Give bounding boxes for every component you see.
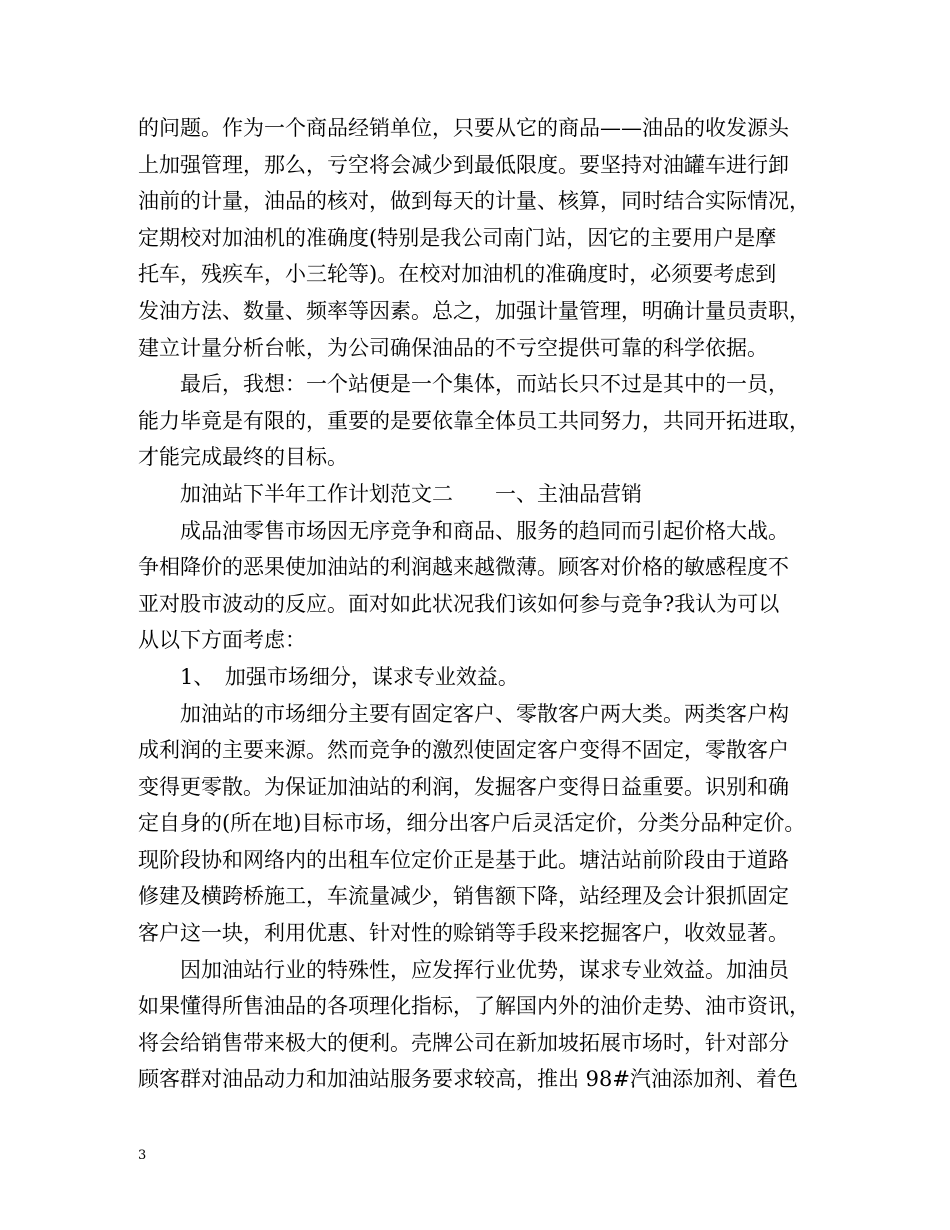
text-line: 修建及横跨桥施工，车流量减少，销售额下降，站经理及会计狠抓固定 [138,884,789,909]
text-line: 亚对股市波动的反应。面对如此状况我们该如何参与竞争?我认为可以 [138,591,780,616]
text-line: 发油方法、数量、频率等因素。总之，加强计量管理，明确计量员责职， [138,298,810,323]
text-line: 成品油零售市场因无序竞争和商品、服务的趋同而引起价格大战。 [180,518,789,543]
text-line: 最后，我想：一个站便是一个集体，而站长只不过是其中的一员， [180,372,789,397]
text-line: 定期校对加油机的准确度(特别是我公司南门站，因它的主要用户是摩 [138,225,777,250]
text-line: 定自身的(所在地)目标市场，细分出客户后灵活定价，分类分品种定价。 [138,811,806,836]
text-line: 从以下方面考虑： [138,628,306,653]
text-line: 上加强管理，那么，亏空将会减少到最低限度。要坚持对油罐车进行卸 [138,152,789,177]
text-line: 现阶段协和网络内的出租车位定价正是基于此。塘沽站前阶段由于道路 [138,847,789,872]
text-line: 将会给销售带来极大的便利。壳牌公司在新加坡拓展市场时，针对部分 [138,1030,789,1055]
text-line: 能力毕竟是有限的，重要的是要依靠全体员工共同努力，共同开拓进取， [138,408,810,433]
page-number: 3 [138,1148,147,1163]
text-line: 争相降价的恶果使加油站的利润越来越微薄。顾客对价格的敏感程度不 [138,555,789,580]
text-line: 托车，残疾车，小三轮等)。在校对加油机的准确度时，必须要考虑到 [138,262,777,287]
text-line: 变得更零散。为保证加油站的利润，发掘客户变得日益重要。识别和确 [138,774,789,799]
text-line: 因加油站行业的特殊性，应发挥行业优势，谋求专业效益。加油员 [180,957,789,982]
text-line: 的问题。作为一个商品经销单位，只要从它的商品——油品的收发源头 [138,116,789,140]
text-line: 建立计量分析台帐，为公司确保油品的不亏空提供可靠的科学依据。 [138,335,768,360]
text-line: 1、 加强市场细分，谋求专业效益。 [180,664,519,689]
text-line: 顾客群对油品动力和加油站服务要求较高，推出 98#汽油添加剂、着色 [138,1067,798,1092]
text-line: 成利润的主要来源。然而竞争的激烈使固定客户变得不固定，零散客户 [138,738,789,763]
text-line: 客户这一块，利用优惠、针对性的赊销等手段来挖掘客户，收效显著。 [138,921,789,946]
body-text [138,110,828,1098]
text-line: 加油站的市场细分主要有固定客户、零散客户两大类。两类客户构 [180,701,789,726]
text-line: 才能完成最终的目标。 [138,445,348,470]
text-line: 油前的计量，油品的核对，做到每天的计量、核算，同时结合实际情况， [138,189,810,214]
text-line: 如果懂得所售油品的各项理化指标，了解国内外的油价走势、油市资讯， [138,994,810,1019]
text-line: 加油站下半年工作计划范文二 一、主油品营销 [180,481,642,506]
